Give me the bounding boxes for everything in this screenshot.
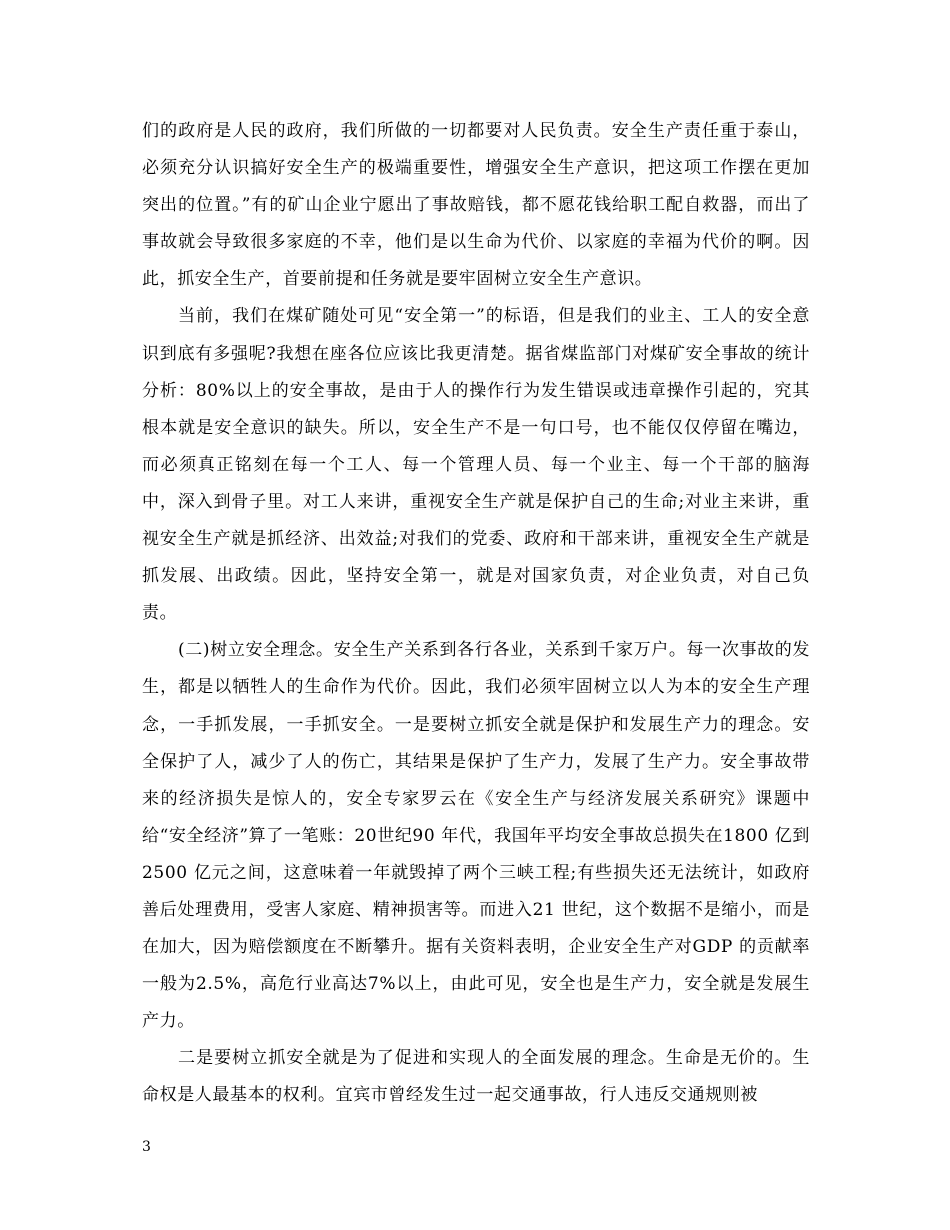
paragraph-safety-awareness: 当前，我们在煤矿随处可见“安全第一”的标语，但是我们的业主、工人的安全意识到底有多强呢?我想在座各位应该比我更清楚。据省煤监部门对煤矿安全事故的统计分析：80%以上的安全事故，是由于人的操作行为发生错误或违章操作引起的，究其根本就是安全意识的缺失。所以，安全生产不是一句口号，也不能仅仅停留在嘴边，而必须真正铭刻在每一个工人、每一个管理人员、每一个业主、每一个干部的脑海中，深入到骨子里。对工人来讲，重视安全生产就是保护自己的生命;对业主来讲，重视安全生产就是抓经济、出效益;对我们的党委、政府和干部来讲，重视安全生产就是抓发展、出政绩。因此，坚持安全第一，就是对国家负责，对企业负责，对自己负责。 [142, 306, 810, 624]
page-number: 3 [142, 1139, 151, 1155]
paragraph-human-development: 二是要树立抓安全就是为了促进和实现人的全面发展的理念。生命是无价的。生命权是人最基本的权利。宜宾市曾经发生过一起交通事故，行人违反交通规则被 [142, 1048, 810, 1106]
paragraph-safety-philosophy: (二)树立安全理念。安全生产关系到各行各业，关系到千家万户。每一次事故的发生，都是以牺牲人的生命作为代价。因此，我们必须牢固树立以人为本的安全生产理念，一手抓发展，一手抓安全。一是要树立抓安全就是保护和发展生产力的理念。安全保护了人，减少了人的伤亡，其结果是保护了生产力，发展了生产力。安全事故带来的经济损失是惊人的，安全专家罗云在《安全生产与经济发展关系研究》课题中给“安全经济”算了一笔账：20世纪90 年代，我国年平均安全事故总损失在1800 亿到2500 亿元之间，这意味着一年就毁掉了两个三峡工程;有些损失还无法统计，如政府善后处理费用，受害人家庭、精神损害等。而进入21 世纪，这个数据不是缩小，而是在加大，因为赔偿额度在不断攀升。据有关资料表明，企业安全生产对GDP 的贡献率一般为2.5%，高危行业高达7%以上，由此可见，安全也是生产力，安全就是发展生产力。 [142, 640, 810, 1032]
paragraph-continued: 们的政府是人民的政府，我们所做的一切都要对人民负责。安全生产责任重于泰山，必须充分认识搞好安全生产的极端重要性，增强安全生产意识，把这项工作摆在更加突出的位置。”有的矿山企业宁愿出了事故赔钱，都不愿花钱给职工配自救器，而出了事故就会导致很多家庭的不幸，他们是以生命为代价、以家庭的幸福为代价的啊。因此，抓安全生产，首要前提和任务就是要牢固树立安全生产意识。 [142, 121, 810, 290]
document-body [142, 113, 810, 1115]
